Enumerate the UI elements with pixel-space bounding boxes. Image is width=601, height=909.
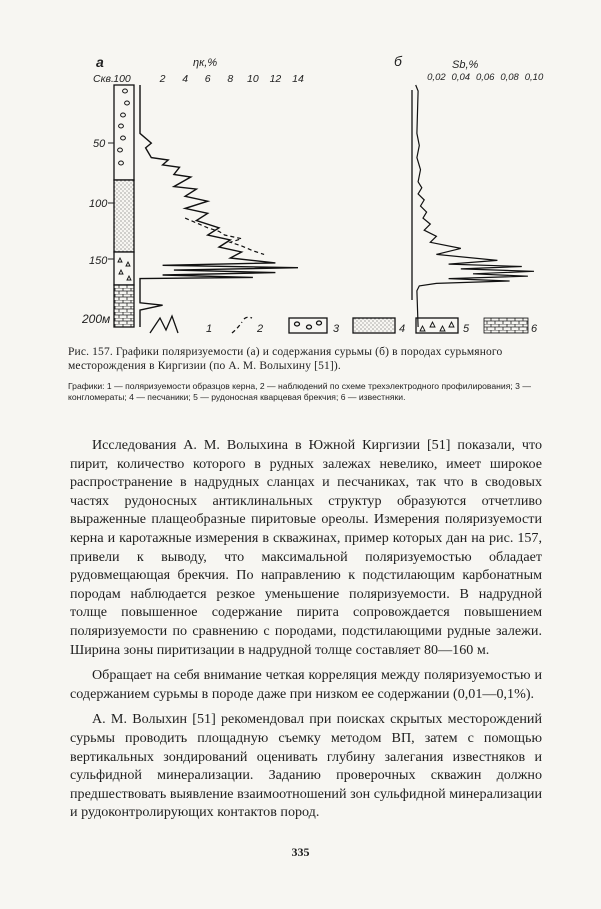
sb-series-line: [416, 85, 534, 327]
legend-solid-curve-symbol: [150, 316, 178, 333]
conglomerate-layer: [114, 85, 134, 180]
polarizability-plot: [140, 85, 298, 327]
body-text: [70, 436, 542, 829]
legend-dashed-curve-symbol: [232, 317, 252, 333]
depth-label-50: 50: [93, 138, 106, 150]
eta-tick-label: 100: [113, 73, 131, 85]
depth-header: Скв.: [93, 73, 114, 85]
sb-axis-ticks: [427, 72, 544, 83]
series-1-line: [140, 85, 298, 327]
legend-limestone-symbol: [484, 318, 528, 333]
lithology-column: [114, 85, 134, 327]
panel-b-unit: Sb,%: [452, 59, 479, 71]
legend-number-5: 5: [463, 323, 470, 335]
eta-tick-label: 10: [247, 73, 259, 85]
panel-a-label: а: [96, 54, 104, 70]
legend-number-1: 1: [206, 323, 213, 335]
paragraph: Исследования А. М. Волыхина в Южной Киргизии [51] показали, что пирит, количество которого в рудных залежах невелико, имеет широкое распространение в надрудных сланцах и песчаниках, так что в сводовых частях рудоносных антиклинальных структур образуются отчетливо выраженные плащеобразные пиритовые ореолы. Измерения поляризуемости керна и каротажные измерения в скважинах, пример которых дан на рис. 157, привели к выводу, что максимальной поляризуемостью обладает рудовмещающая брекчия. По направлению к подстилающим карбонатным породам наблюдается резкое уменьшение поляризуемости. В надрудной толще повышенное содержание пирита сопровождается повышением поляризуемости по сравнению с породами, подстилающими рудные залежи. Ширина зоны пиритизации в надрудной толще составляет 80—160 м.: [70, 437, 542, 658]
eta-axis-ticks: [113, 73, 304, 85]
panel-a-unit: ηк,%: [193, 57, 218, 69]
antimony-plot: [412, 85, 534, 327]
sb-tick-label: 0,08: [500, 72, 519, 83]
pebble: [295, 322, 300, 326]
eta-tick-label: 6: [204, 73, 211, 85]
figure-caption-title: Рис. 157. Графики поляризуемости (а) и содержания сурьмы (б) в породах сурьмяного месторождения в Киргизии (по А. М. Волыхину [51]).: [68, 346, 503, 372]
legend-number-3: 3: [333, 323, 340, 335]
legend-sandstone-symbol: [353, 318, 395, 333]
paragraph: А. М. Волыхин [51] рекомендовал при поисках скрытых месторождений сурьмы проводить площадную съемку методом ВП, затем с помощью вертикальных зондирований оценивать глубину залегания известняков и сульфидной минерализации. Заданию проверочных скважин должно предшествовать выявление взаимоотношений зон сульфидной минерализации и рудоконтролирующих контактов пород.: [70, 711, 542, 821]
sandstone-layer: [114, 180, 134, 252]
panel-b-label: б: [394, 53, 402, 69]
pebble: [307, 325, 312, 329]
figure-157: [0, 0, 601, 345]
legend-number-2: 2: [257, 323, 264, 335]
breccia-triangles: [420, 322, 454, 331]
figure-caption-legend: Графики: 1 — поляризуемости образцов керна, 2 — наблюдений по схеме трехэлектродного профилирования; 3 — конгломераты; 4 — песчаники; 5 — рудоносная кварцевая брекчия; 6 — известняки.: [68, 381, 531, 402]
eta-tick-label: 8: [227, 73, 234, 85]
depth-label-150: 150: [89, 255, 108, 267]
sb-tick-label: 0,04: [451, 72, 471, 83]
limestone-layer: [114, 285, 134, 327]
pebble: [317, 321, 322, 325]
sb-tick-label: 0,10: [524, 72, 544, 83]
sb-tick-label: 0,06: [475, 72, 495, 83]
page-number: 335: [291, 845, 310, 859]
sb-tick-label: 0,02: [427, 72, 446, 83]
legend-number-6: 6: [531, 323, 538, 335]
eta-tick-label: 2: [159, 73, 166, 85]
eta-tick-label: 4: [182, 73, 189, 85]
depth-label-100: 100: [89, 198, 108, 210]
paragraph: Обращает на себя внимание четкая корреляция между поляризуемостью и содержанием сурьмы в породе даже при низком ее содержании (0,01—0,1%).: [70, 667, 542, 702]
eta-tick-label: 12: [269, 73, 282, 85]
legend-number-4: 4: [399, 323, 406, 335]
eta-tick-label: 14: [292, 73, 304, 85]
depth-label-200: 200м: [82, 312, 111, 326]
